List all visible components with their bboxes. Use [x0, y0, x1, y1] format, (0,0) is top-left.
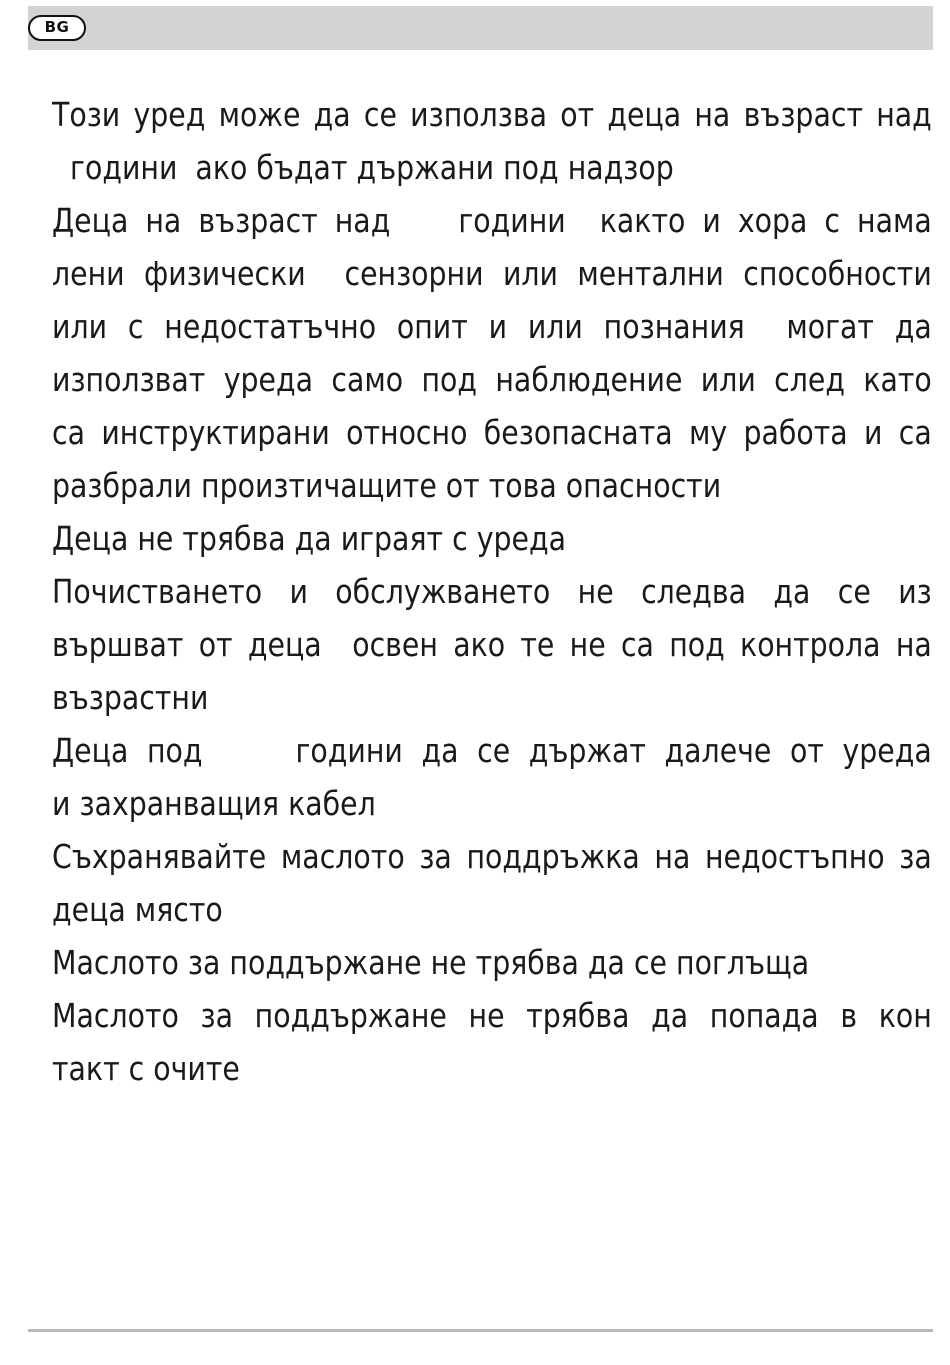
text-line: деца място — [52, 890, 223, 929]
safety-text — [52, 88, 932, 1095]
text-line: Маслото за поддържане не трябва да се поглъща — [52, 943, 810, 982]
text-line: Маслото за поддържане не трябва да попада в кон — [52, 996, 932, 1035]
text-line: Почистването и обслужването не следва да се из — [52, 572, 932, 611]
footer-rule — [28, 1329, 933, 1332]
text-line: или с недостатъчно опит и или познания могат да — [52, 307, 932, 346]
text-line: разбрали произтичащите от това опасности — [52, 466, 722, 505]
header-bar — [28, 6, 933, 50]
text-line: Този уред може да се използва от деца на възраст над — [52, 95, 932, 134]
text-line: Съхранявайте маслото за поддръжка на недостъпно за — [52, 837, 932, 876]
text-line: вършват от деца освен ако те не са под контрола на — [52, 625, 932, 664]
text-line: лени физически сензорни или ментални способности — [52, 254, 932, 293]
text-line: Деца не трябва да играят с уреда — [52, 519, 566, 558]
text-line: възрастни — [52, 678, 209, 717]
language-badge: BG — [28, 15, 86, 41]
text-line: такт с очите — [52, 1049, 240, 1088]
text-line: Деца под години да се държат далече от уреда — [52, 731, 932, 770]
text-line: и захранващия кабел — [52, 784, 376, 823]
text-line: използват уреда само под наблюдение или след като — [52, 360, 932, 399]
text-line: Деца на възраст над години както и хора с нама — [52, 201, 932, 240]
text-line: години ако бъдат държани под надзор — [52, 148, 674, 187]
text-line: са инструктирани относно безопасната му работа и са — [52, 413, 932, 452]
